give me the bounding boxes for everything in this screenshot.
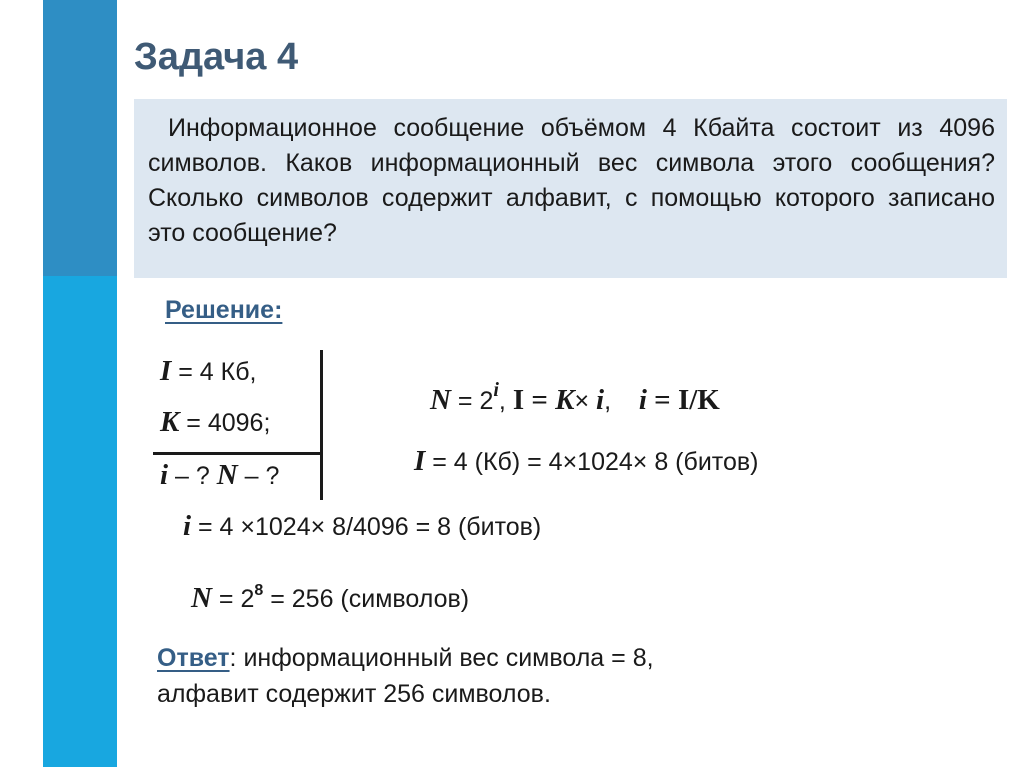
- unknown-var-alphabet: N: [216, 459, 238, 491]
- slide-title: Задача 4: [134, 36, 299, 78]
- left-accent-bar-bottom: [43, 276, 117, 767]
- formula-main-ik: I/K: [677, 384, 720, 416]
- formula-volume-bits: [414, 445, 758, 478]
- answer-text-1: : информационный вес символа = 8,: [229, 644, 654, 672]
- formula-main-eq: = 2: [450, 387, 494, 415]
- formula-volume-var: I: [414, 445, 426, 477]
- answer-block: [157, 640, 654, 712]
- formula-alphabet-rest: = 256 (символов): [263, 585, 470, 613]
- unknown-end: – ?: [237, 462, 280, 490]
- formula-main-n: N: [430, 384, 451, 416]
- formula-main-i-upper: I: [512, 384, 525, 416]
- given-line-unknowns: [160, 459, 279, 492]
- formula-weight: [183, 510, 541, 543]
- formula-main-exp: i: [493, 378, 499, 401]
- given-var-volume: I: [160, 355, 172, 387]
- formula-main: [430, 378, 720, 417]
- formula-weight-rest: = 4 ×1024× 8/4096 = 8 (битов): [191, 513, 542, 541]
- given-value-count: = 4096;: [179, 409, 271, 437]
- answer-label: Ответ: [157, 644, 230, 672]
- given-line-count: [160, 406, 270, 439]
- formula-main-i-lower: i: [596, 384, 605, 416]
- formula-main-comma: ,: [498, 387, 513, 415]
- given-value-volume: = 4 Кб,: [171, 358, 257, 386]
- formula-alphabet-exp: 8: [254, 581, 264, 599]
- formula-main-eq2: =: [524, 384, 556, 416]
- formula-main-i-lower2: i: [638, 384, 647, 416]
- formula-main-eq3: =: [646, 384, 678, 416]
- formula-alphabet-var: N: [191, 582, 212, 614]
- formula-weight-var: i: [183, 510, 192, 542]
- left-accent-bar-top: [43, 0, 117, 276]
- given-divider-horizontal: [153, 452, 321, 455]
- task-text: Информационное сообщение объёмом 4 Кбайта состоит из 4096 символов. Каков информационный вес символа этого сообщения? Сколько символов содержит алфавит, с помощью которого записано это сообщение?: [148, 114, 995, 247]
- formula-main-times: ×: [574, 387, 597, 415]
- given-divider-vertical: [320, 350, 323, 500]
- formula-alphabet-eq: = 2: [211, 585, 255, 613]
- formula-main-comma2: ,: [604, 387, 639, 415]
- answer-line-1: [157, 640, 654, 676]
- unknown-sep: – ?: [168, 462, 217, 490]
- solution-label: Решение:: [165, 296, 283, 324]
- formula-volume-rest: = 4 (Кб) = 4×1024× 8 (битов): [425, 448, 759, 476]
- formula-alphabet: [191, 582, 469, 615]
- given-var-count: K: [160, 406, 180, 438]
- given-line-volume: [160, 355, 256, 388]
- task-box: [134, 99, 1007, 278]
- formula-main-k: K: [555, 384, 575, 416]
- answer-line-2: алфавит содержит 256 символов.: [157, 680, 551, 708]
- unknown-var-weight: i: [160, 459, 169, 491]
